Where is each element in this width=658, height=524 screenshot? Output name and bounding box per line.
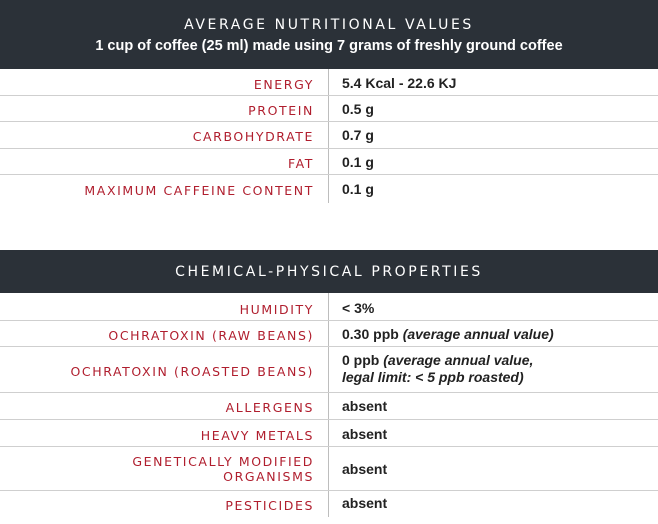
- value-main: absent: [342, 398, 388, 414]
- row-value: 0.5 g: [342, 101, 374, 117]
- row-label: ENERGY: [253, 77, 314, 92]
- table-row: [0, 420, 658, 447]
- nutrition-title: AVERAGE NUTRITIONAL VALUES: [184, 17, 474, 33]
- chemical-table: [0, 293, 658, 524]
- chemical-title: CHEMICAL-PHYSICAL PROPERTIES: [175, 264, 483, 280]
- row-value: 0.1 g: [342, 154, 374, 170]
- value-main: absent: [342, 461, 388, 477]
- row-value: [342, 398, 642, 415]
- value-main: 0 ppb: [342, 352, 380, 368]
- row-label: MAXIMUM CAFFEINE CONTENT: [84, 183, 314, 198]
- nutrition-header: [0, 0, 658, 69]
- row-value: 0.1 g: [342, 181, 374, 197]
- row-label: OCHRATOXIN (RAW BEANS): [108, 328, 314, 343]
- table-row: [0, 347, 658, 393]
- table-row: [0, 96, 658, 122]
- nutrition-table: [0, 69, 658, 204]
- table-row: [0, 491, 658, 517]
- row-label: HUMIDITY: [239, 302, 314, 317]
- row-label-line1: GENETICALLY MODIFIED: [132, 454, 314, 469]
- row-label: PROTEIN: [248, 103, 314, 118]
- row-value: [342, 461, 642, 478]
- row-label: FAT: [287, 156, 314, 171]
- row-label-line2: ORGANISMS: [223, 469, 314, 484]
- row-value: [342, 352, 642, 386]
- table-row: [0, 293, 658, 321]
- chemical-header: [0, 250, 658, 293]
- table-row: [0, 447, 658, 491]
- value-main: < 3%: [342, 300, 375, 316]
- value-note-line2: legal limit: < 5 ppb roasted): [342, 369, 524, 385]
- row-value: [342, 300, 642, 317]
- value-note: (average annual value,: [383, 352, 534, 368]
- nutrition-subtitle: 1 cup of coffee (25 ml) made using 7 grams of freshly ground coffee: [95, 38, 563, 54]
- table-row: [0, 122, 658, 149]
- table-row: [0, 393, 658, 420]
- value-main: absent: [342, 426, 388, 442]
- row-value: 5.4 Kcal - 22.6 KJ: [342, 75, 457, 91]
- value-main: 0.30 ppb: [342, 326, 399, 342]
- table-row: [0, 175, 658, 203]
- value-note: (average annual value): [402, 326, 554, 342]
- row-label: [0, 454, 314, 484]
- row-label: OCHRATOXIN (ROASTED BEANS): [70, 364, 314, 379]
- table-row: [0, 149, 658, 175]
- row-label: CARBOHYDRATE: [192, 129, 314, 144]
- row-value: [342, 326, 642, 343]
- row-value: [342, 426, 642, 443]
- row-label: PESTICIDES: [225, 498, 314, 513]
- table-row: [0, 321, 658, 347]
- row-label: HEAVY METALS: [200, 428, 314, 443]
- row-label: ALLERGENS: [225, 400, 314, 415]
- row-value: [342, 495, 642, 512]
- row-value: 0.7 g: [342, 127, 374, 143]
- value-main: absent: [342, 495, 388, 511]
- table-row: [0, 69, 658, 96]
